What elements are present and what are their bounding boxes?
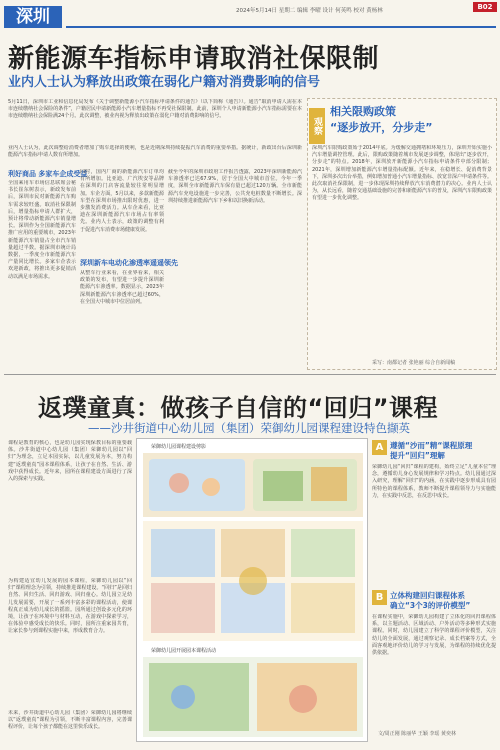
feature-left-text: 为构建适宜幼儿发展的园本课程，荣御幼儿园以“回归”课程理念为引领，持续推进课程建设。“回归”是回归自然、回归生活、回归游戏、回归童心。幼儿园立足幼儿发展需要，开展了一系列丰富多彩的课程活动，使课程真正成为幼儿成长的摇篮。园所通过创设多元化的环境，让孩子在环境中与材料互动，在游戏中探索学习，在体验中感受成长的快乐。同时，园所注重家园共育，让家长参与到课程实施中来，形成教育合力。 <box>8 578 132 635</box>
feature-subhead: ——沙井街道中心幼儿园（集团）荣御幼儿园课程建设特色撷英 <box>88 421 410 435</box>
sidebar-text: 深圳汽车限购政策始于2014年底。为缓解交通拥堵和环境压力，深圳开始实施小汽车增量调控管理。此后，限购政策随着城市发展逐步调整，体现出“逐步放开，分步走”的特点。2018年，深圳放开新能源小汽车指标申请条件中部分限制；2021年，深圳增加新能源汽车增量指标配额。近年来，在稳增长、促消费背景下，深圳多次出台举措，例如增加普通小汽车增量指标、放宽非深户申请条件等。此次取消社保限制，进一步体现深圳持续释放汽车消费潜力的决心。业内人士认为，从长远看，随着交通基础设施的完善和新能源汽车的普及，深圳汽车限购政策有望进一步优化调整。 <box>312 145 492 202</box>
article-intro-2: 业内人士认为，此次调整给消费者增加了购车选择的便利，也是近期深圳持续提振汽车消费的重要举措。据统计，新政出台后深圳新能源汽车指标申请人数有所增加。 <box>8 145 302 159</box>
section-b-badge: B <box>372 590 387 605</box>
photo-collage <box>136 438 368 742</box>
page-number: B02 <box>473 2 497 12</box>
sidebar-tag: 观察 <box>309 108 325 144</box>
column-title-2: 深圳新车电动化渗透率遥遥领先 <box>80 259 178 267</box>
section-a-text: 荣御幼儿园“回归”课程的建构，始终立足“儿童本位”理念，遵循幼儿身心发展规律和学习特点。幼儿园通过深入研究，理解“回归”的内涵，在实践中逐步形成具有园所特色的课程体系，教师不断提升课程领导力与实施能力，在实践中反思，在反思中成长。 <box>372 464 496 499</box>
sidebar-title: 相关限购政策 <box>330 105 396 118</box>
article-intro: 5月11日，深圳市工业和信息化局发布《关于调整新能源小汽车指标申请条件的通告》（以下简称《通告》）。通告“取消申请人需在本市连续缴纳社会保险的条件”，户籍居民申请新能源小汽车增量指标不再受社保限制。此前，深圳个人申请新能源小汽车指标需要在本市连续缴纳社会保险满24个月。此次调整，被业内视为释放出政策在弱化户籍对消费影响的信号。 <box>8 99 302 120</box>
feature-left-text-2: 未来，沙井街道中心幼儿园（集团）荣御幼儿园将继续以“返璞童真”课程为引领，不断丰富课程内容，完善课程评价，让每个孩子都能在这里快乐成长。 <box>8 710 132 731</box>
column-title-1: 利好商品 多家车企成受益 <box>8 170 88 178</box>
section-a-title: 遵循“沙而”精“课程原理 <box>390 441 473 450</box>
section-a-badge: A <box>372 440 387 455</box>
feature-intro: 课程是教育的核心，也是幼儿园实现保教目标的重要载体。沙井街道中心幼儿园（集团）荣御幼儿园以“回归”为理念，立足本园实际，以儿童发展为本，努力构建“返璞童真”园本课程体系，让孩子在自然、生活、游戏中获得成长。近年来，园所在课程建设方面进行了深入的探索与实践。 <box>8 440 132 483</box>
sidebar-subtitle: “逐步放开，分步走” <box>330 121 433 134</box>
issue-meta: 2024年5月14日 星期二 编辑 李曜 设计 何英鸣 校对 黄杨林 <box>236 8 383 14</box>
section-b-subtitle: 确立“3个3的评价模型” <box>390 601 471 610</box>
photo-caption-b: 荣御幼儿园开展园本课程活动 <box>151 648 217 654</box>
feature-headline: 返璞童真：做孩子自信的“回归”课程 <box>38 394 439 422</box>
photo-caption: 荣御幼儿园课程建设剪影 <box>151 444 207 450</box>
sidebar-byline: 采写：南都记者 张艳丽 综合自新闻稿 <box>372 360 456 366</box>
header-rule <box>66 26 496 28</box>
collage-image-top <box>143 453 363 517</box>
section-label: 深圳 <box>4 6 62 28</box>
feature-byline: 文/周正刚 陈丽华 王颖 李瑶 黄奕林 <box>378 731 457 737</box>
column-text-3: 截至今年的深圳市政府工作报告透露，2023年深圳新能源汽车渗透率已达67.9%，居于全国大中城市首位。今年一季度，深圳全市新能源汽车保有量已超过120万辆。全市新能源汽车充电设施进一步完善，公共充电桩数量不断增长。深圳持续推进新能源汽车下乡和以旧换新活动。 <box>168 169 302 204</box>
column-text-2: 同时，国内厂商的新能源汽车订单均有所增加。比亚迪、广汽埃安等品牌在深圳的门店客流量较往常明显增加。车企方面，5月以来，多款新能源车型在深圳市场推出限时优惠，进一步激发消费活力。从车企来看，比亚迪在深圳新能源汽车市场占有率领先。业内人士表示，政策的调整有利于促进汽车消费市场健康发展。 <box>80 169 164 233</box>
section-b-text: 在课程实施中，荣御幼儿园构建了立体化的回归课程体系，以主题活动、区域活动、户外活动等多种形式实施课程。同时，幼儿园建立了科学的课程评价模型，关注幼儿的全面发展，通过观察记录、成长档案等方式，全面客观地评价幼儿的学习与发展，为课程的持续优化提供依据。 <box>372 614 496 657</box>
column-text-1: 全国乘用车市场信息联席会秘书长崔东树表示，新政发布前后，深圳市民对新能源汽车购车需求较旺盛。取消社保限制后，增量指标申请人群扩大，预计将带动新能源汽车销量增长。深圳作为全国新能源汽车推广应用的重要城市，2023年新能源汽车销量占全市汽车销量超过半数。据深圳市统计局数据，一季度全市新能源汽车产量同比增长。多家车企表示欢迎新政，将推出更多促销活动以满足市场需求。 <box>8 180 76 280</box>
column-text-2b: 从整车行业来看，在业界看来，相关政策的发布，有望进一步提升深圳新能源汽车渗透率。数据显示，2023年深圳新能源汽车渗透率已超过60%，在全国大中城市中位居前列。 <box>80 270 164 305</box>
article-subhead: 业内人士认为释放出政策在弱化户籍对消费影响的信号 <box>8 75 321 90</box>
collage-image-middle <box>143 521 363 641</box>
section-divider <box>4 374 496 375</box>
section-b-title: 立体构建回归课程体系 <box>390 591 465 600</box>
collage-image-bottom <box>143 657 363 737</box>
section-a-subtitle: 提升“回归”理解 <box>390 451 445 460</box>
article-headline: 新能源车指标申请取消社保限制 <box>8 44 380 74</box>
